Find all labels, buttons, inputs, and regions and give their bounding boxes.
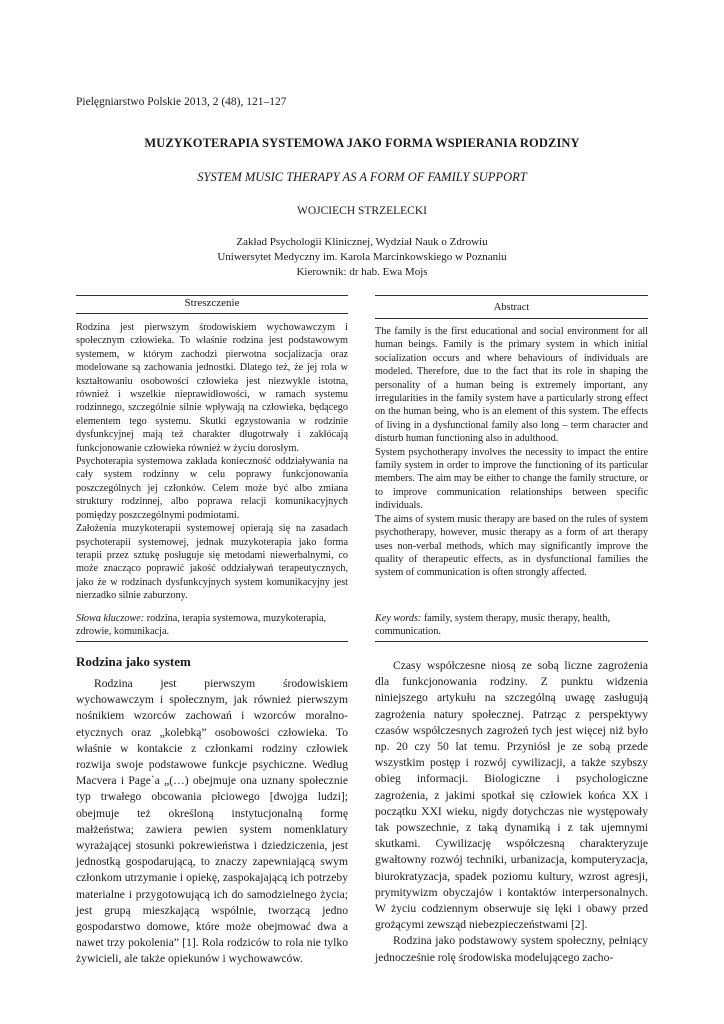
abstract-bottom-rule <box>375 641 648 642</box>
abstract-text <box>375 325 648 580</box>
body-right-column <box>375 658 648 966</box>
article-title: MUZYKOTERAPIA SYSTEMOWA JAKO FORMA WSPIERANIA RODZINY <box>144 136 580 150</box>
streszczenie-paragraph: Rodzina jest pierwszym środowiskiem wychowawczym i społecznym człowieka. To właśnie rodzina jest podstawowym systemem, w którym zachodzi pierwotna socjalizacja oraz modelowane są zachowania jednostki. Dlatego też, że jej rola w kształtowaniu osobowości człowieka jest niezwykle istotna, również i wszelkie nieprawidłowości, w ramach systemu rodzinnego, szczególnie silnie wpływają na człowieka, będącego elementem tego systemu. Skutki egzystowania w rodzinie dysfunkcyjnej mają też charakter długotrwały i zakłócają funkcjonowanie człowieka również w życiu dorosłym. <box>76 322 348 454</box>
body-paragraph: Rodzina jako podstawowy system społeczny, pełniący jednocześnie rolę środowiska modelującego zacho- <box>375 934 648 964</box>
streszczenie-heading: Streszczenie <box>184 297 240 309</box>
body-paragraph: Rodzina jest pierwszym środowiskiem wychowawczym i społecznym, jak również pierwszym nośnikiem wzorców zachowań i wzorców moralno-etycznych oraz „kolebką” osobowości człowieka. To właśnie w kontakcie z członkami rodziny człowiek rozwija swoje podstawowe funkcje psychiczne. Według Macvera i Page`a „(…) obejmuje ona uznany społecznie typ trwałego obcowania płciowego [dwojga ludzi]; obejmuje też określoną instytucjonalną formę małżeństwa; zawiera pewien system nomenklatury wyrażającej stosunki pokrewieństwa i dziedziczenia, jest jednostką gospodarującą, to znaczy zapewniającą swym członkom utrzymanie i opiekę, zaspokajającą ich potrzeby materialne i przygotowującą ich do samodzielnego życia; jest grupą mieszkającą wspólnie, tworzącą jedno gospodarstwo domowe, które może obejmować dwa a nawet trzy pokolenia” [1]. Rola rodziców to rola nie tylko żywicieli, ale także opiekunów i wychowawców. <box>76 677 348 966</box>
streszczenie-top-rule <box>76 295 348 296</box>
keywords-label: Key words: <box>375 613 422 624</box>
abstract-heading: Abstract <box>493 302 530 313</box>
keywords-label: Słowa kluczowe: <box>76 613 145 624</box>
body-left-column <box>76 676 348 968</box>
affiliation-line: Kierownik: dr hab. Ewa Mojs <box>296 266 428 278</box>
abstract-top-rule <box>375 295 648 296</box>
affiliation <box>0 235 724 280</box>
journal-citation: Pielęgniarstwo Polskie 2013, 2 (48), 121–127 <box>76 96 287 108</box>
abstract-paragraph: System psychotherapy involves the necessity to impact the entire family system in order to improve the functioning of its particular members. The aim may be either to change the family structure, or to improve communication relationships between specific individuals. <box>375 446 648 512</box>
keywords-value: rodzina, terapia systemowa, muzykoterapia, zdrowie, komunikacja. <box>76 613 327 638</box>
affiliation-line: Zakład Psychologii Klinicznej, Wydział Nauk o Zdrowiu <box>236 236 488 248</box>
article-subtitle: SYSTEM MUSIC THERAPY AS A FORM OF FAMILY SUPPORT <box>197 170 527 184</box>
abstract-paragraph: The family is the first educational and social environment for all human beings. Family is the primary system in which initial socialization occurs and where behaviours of individuals are modeled. Therefore, due to the fact that its role in shaping the personality of a human being is extremely important, any irregularities in the family system have a particularly strong effect on the human being, who is an element of this system. The effects of living in a dysfunctional family also long – term character and disturb human functioning also in adulthood. <box>375 326 648 445</box>
abstract-heading-rule <box>375 318 648 319</box>
body-paragraph: Czasy współczesne niosą ze sobą liczne zagrożenia dla funkcjonowania rodziny. Z punktu widzenia niniejszego artykułu na szczególną uwagę zasługują zagrożenia natury społecznej. Patrząc z perspektywy czasów współczesnych zagrożeń tych jest więcej niż było np. 20 czy 50 lat temu. Przyniósł je ze sobą przede wszystkim postęp i rozwój cywilizacji, a także szybszy obieg informacji. Biologiczne i psychologiczne zagrożenia, z jakimi spotkał się człowiek końca XX i początku XXI wieku, nigdy dotychczas nie występowały tak powszechnie, z taką dynamiką i z tak ujemnymi skutkami. Cywilizację współczesną charakteryzuje gwałtowny rozwój techniki, urbanizacja, komputeryzacja, biurokratyzacja, spadek poziomu kultury, wzrost agresji, prymitywizm obyczajów i kontaktów interpersonalnych. W życiu codziennym obserwuje się lęki i obawy przed grożącymi zewsząd niebezpieczeństwami [2]. <box>375 659 648 932</box>
streszczenie-bottom-rule <box>76 641 348 642</box>
author-name: WOJCIECH STRZELECKI <box>296 205 427 217</box>
streszczenie-text <box>76 321 348 603</box>
streszczenie-paragraph: Psychoterapia systemowa zakłada konieczność oddziaływania na cały system rodzinny w celu poprawy funkcjonowania poszczególnych jej członków. Celem może być albo zmiana struktury rodzinnej, albo poprawa relacji komunikacyjnych pomiędzy poszczególnymi podmiotami. <box>76 456 348 521</box>
abstract-keywords <box>375 612 648 639</box>
streszczenie-keywords <box>76 612 348 639</box>
affiliation-line: Uniwersytet Medyczny im. Karola Marcinkowskiego w Poznaniu <box>217 251 507 263</box>
abstract-paragraph: The aims of system music therapy are based on the rules of system psychotherapy, however, music therapy as a form of art therapy uses non-verbal methods, which may significantly improve the quality of therapeutic effects, as in dysfunctional families the system of communication is often strongly affected. <box>375 513 648 579</box>
keywords-value: family, system therapy, music therapy, health, communication. <box>375 613 611 638</box>
streszczenie-paragraph: Założenia muzykoterapii systemowej opierają się na zasadach psychoterapii systemowej, jednak muzykoterapia jako forma terapii przez sztukę posługuje się metodami niewerbalnymi, co może znacząco poprawić jakość oddziaływań terapeutycznych, jako że w rodzinach dysfunkcyjnych system komunikacyjny jest nierzadko silnie zaburzony. <box>76 523 348 602</box>
section-heading: Rodzina jako system <box>76 654 191 669</box>
streszczenie-heading-rule <box>76 313 348 314</box>
